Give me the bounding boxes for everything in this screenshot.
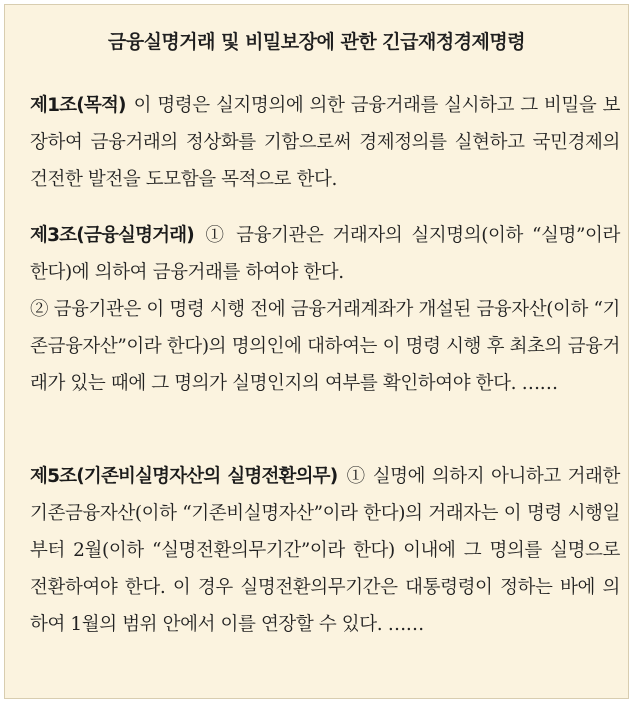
article-1 — [30, 87, 620, 198]
article-5-heading: 제5조(기존비실명자산의 실명전환의무) — [30, 466, 338, 487]
article-1-paragraph-1 — [30, 87, 620, 198]
article-3-paragraph-1 — [30, 217, 620, 291]
article-3-paragraph-2: ② 금융기관은 이 명령 시행 전에 금융거래계좌가 개설된 금융자산(이하 “기존금융자산”이라 한다)의 명의인에 대하여는 이 명령 시행 후 최초의 금융거래가 있는 때에 그 명의가 실명인지의 여부를 확인하여야 한다. …… — [30, 299, 620, 394]
article-1-heading: 제1조(목적) — [30, 95, 126, 116]
article-5-paragraph-1 — [30, 458, 620, 643]
article-3-heading: 제3조(금융실명거래) — [30, 225, 194, 246]
article-5 — [30, 458, 620, 643]
document-panel — [4, 4, 629, 699]
article-3 — [30, 217, 620, 402]
article-1-text: 이 명령은 실지명의에 의한 금융거래를 실시하고 그 비밀을 보장하여 금융거래의 정상화를 기함으로써 경제정의를 실현하고 국민경제의 건전한 발전을 도모함을 목적으로 한다. — [30, 95, 620, 190]
article-3-text-1: ① 금융기관은 거래자의 실지명의(이하 “실명”이라 한다)에 의하여 금융거래를 하여야 한다. — [30, 225, 620, 283]
document-title: 금융실명거래 및 비밀보장에 관한 긴급재정경제명령 — [107, 31, 526, 53]
article-5-text: ① 실명에 의하지 아니하고 거래한 기존금융자산(이하 “기존비실명자산”이라 한다)의 거래자는 이 명령 시행일부터 2월(이하 “실명전환의무기간”이라 한다) 이내에 그 명의를 실명으로 전환하여야 한다. 이 경우 실명전환의무기간은 대통령령이 정하는 바에 의하여 1월의 범위 안에서 이를 연장할 수 있다. …… — [30, 466, 620, 635]
